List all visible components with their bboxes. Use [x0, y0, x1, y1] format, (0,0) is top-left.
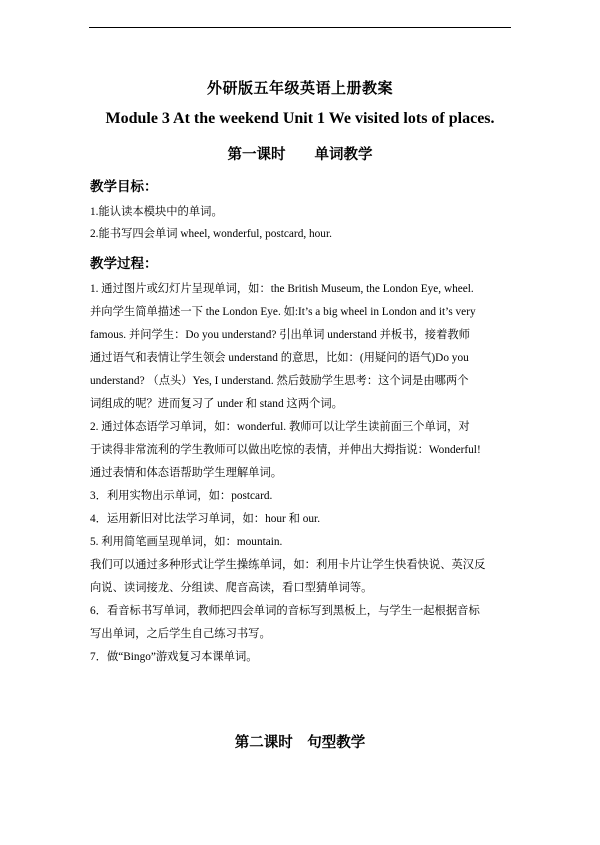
process-line: 4．运用新旧对比法学习单词，如：hour 和 our.: [90, 513, 321, 525]
goal-item-2: 2.能书写四会单词 wheel, wonderful, postcard, hour.: [90, 228, 332, 240]
process-line: 3．利用实物出示单词，如：postcard.: [90, 490, 273, 502]
process-line: 于读得非常流利的学生教师可以做出吃惊的表情，并伸出大拇指说：Wonderful!: [90, 444, 481, 456]
process-line: 我们可以通过多种形式让学生操练单词，如：利用卡片让学生快看快说、英汉反: [90, 559, 486, 571]
header-rule: [89, 27, 511, 28]
process-line: 向说、读词接龙、分组读、爬音高读，看口型猜单词等。: [90, 582, 373, 594]
process-line: 7．做“Bingo”游戏复习本课单词。: [90, 651, 258, 663]
goals-heading: 教学目标：: [90, 179, 158, 195]
process-line: 通过语气和表情让学生领会 understand 的意思，比如：(用疑问的语气)Do you: [90, 352, 469, 364]
goal-item-1: 1.能认读本模块中的单词。: [90, 206, 223, 218]
module-title: Module 3 At the weekend Unit 1 We visited lots of places.: [105, 110, 495, 127]
process-line: 写出单词，之后学生自己练习书写。: [90, 628, 271, 640]
process-line: 并向学生简单描述一下 the London Eye. 如:It’s a big wheel in London and it’s very: [90, 306, 476, 318]
process-line: 1. 通过图片或幻灯片呈现单词，如：the British Museum, the London Eye, wheel.: [90, 283, 474, 295]
process-line: 2. 通过体态语学习单词，如：wonderful. 教师可以让学生读前面三个单词，对: [90, 421, 470, 433]
lesson-1-title: 第一课时 单词教学: [227, 146, 373, 163]
document-title: 外研版五年级英语上册教案: [206, 79, 393, 97]
process-heading: 教学过程：: [90, 256, 158, 272]
process-line: 词组成的呢？进而复习了 under 和 stand 这两个词。: [90, 398, 343, 410]
process-line: understand? （点头）Yes, I understand. 然后鼓励学生思考：这个词是由哪两个: [90, 375, 469, 387]
process-line: 通过表情和体态语帮助学生理解单词。: [90, 467, 283, 479]
process-line: 6．看音标书写单词，教师把四会单词的音标写到黑板上，与学生一起根据音标: [90, 605, 480, 617]
process-line: 5. 利用简笔画呈现单词，如：mountain.: [90, 536, 283, 548]
process-line: famous. 并问学生：Do you understand? 引出单词 understand 并板书，接着教师: [90, 329, 470, 341]
lesson-2-title: 第二课时 句型教学: [234, 734, 366, 751]
